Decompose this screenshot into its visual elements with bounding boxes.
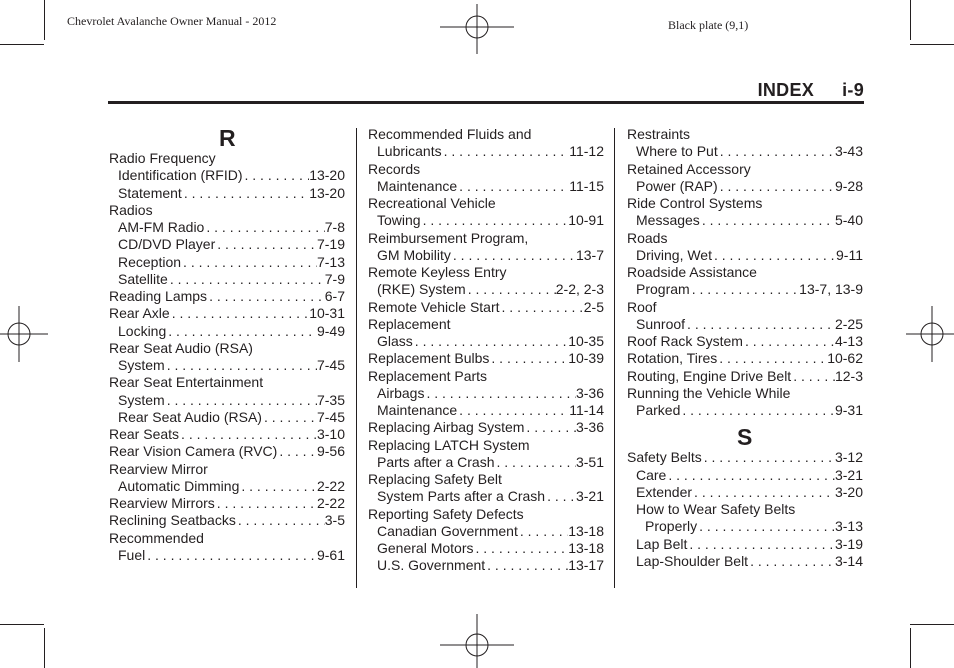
index-entry	[368, 161, 604, 178]
index-entry	[109, 254, 345, 271]
dot-leader	[545, 488, 576, 505]
index-entry	[109, 271, 345, 288]
entry-term: Reception	[118, 253, 182, 270]
dot-leader	[166, 323, 317, 340]
dot-leader	[457, 178, 569, 195]
entry-page-ref: 7-35	[316, 391, 345, 408]
entry-term: Replacing Airbag System	[368, 419, 525, 436]
dot-leader	[181, 254, 317, 271]
index-entries	[627, 126, 863, 419]
entry-term: Messages	[636, 212, 700, 229]
dot-leader	[485, 557, 568, 574]
crop-mark	[0, 44, 44, 45]
dot-leader	[697, 518, 835, 535]
entry-term: Properly	[645, 518, 698, 535]
section-label: INDEX	[757, 80, 815, 100]
entry-term: Retained Accessory	[627, 160, 751, 177]
index-entry	[368, 299, 604, 316]
index-entries	[627, 449, 863, 570]
entry-term: Roof	[627, 298, 657, 315]
entry-term: Care	[636, 466, 667, 483]
registration-mark-top	[440, 4, 516, 56]
entry-term: Lap-Shoulder Belt	[636, 552, 749, 569]
registration-mark-bottom	[440, 614, 516, 668]
entry-term: Safety Belts	[627, 449, 702, 466]
entry-page-ref: 13-20	[309, 184, 345, 201]
registration-mark-right	[904, 306, 954, 362]
dot-leader	[718, 143, 835, 160]
index-entry	[109, 340, 345, 357]
entry-term: Glass	[377, 333, 413, 349]
dot-leader	[262, 409, 317, 426]
dot-leader	[413, 333, 568, 350]
index-entry	[368, 212, 604, 229]
entry-page-ref: 7-19	[316, 236, 345, 253]
entry-term: Satellite	[118, 270, 168, 287]
entry-term: System	[118, 357, 165, 373]
entry-term: Radios	[109, 201, 153, 218]
index-entry	[627, 501, 863, 518]
column-divider	[356, 128, 357, 588]
entry-term: Rear Vision Camera (RVC)	[109, 443, 278, 460]
entry-page-ref: 13-20	[309, 167, 345, 184]
entry-term: Sunroof	[636, 315, 686, 332]
entry-term: Remote Vehicle Start	[368, 298, 500, 315]
crop-mark	[44, 0, 45, 40]
index-entry	[109, 185, 345, 202]
index-entry	[368, 126, 604, 143]
index-entry	[627, 316, 863, 333]
entry-term: Rear Seat Audio (RSA)	[109, 339, 253, 356]
entry-page-ref: 2-25	[834, 315, 863, 332]
entry-term: Reporting Safety Defects	[368, 505, 524, 522]
index-entry	[627, 467, 863, 484]
index-entry	[627, 333, 863, 350]
crop-mark	[910, 628, 911, 668]
entry-page-ref: 11-12	[569, 143, 604, 160]
index-letter-s: S	[737, 424, 753, 451]
index-entry	[109, 357, 345, 374]
entry-term: Program	[636, 281, 690, 298]
dot-leader	[170, 305, 309, 322]
entry-term: Rear Seat Audio (RSA)	[118, 408, 262, 425]
entry-term: Reading Lamps	[109, 288, 208, 304]
entry-page-ref: 3-13	[834, 518, 863, 535]
index-entry	[109, 392, 345, 409]
index-entry	[627, 449, 863, 466]
entry-term: Replacement	[368, 315, 451, 332]
index-entry	[368, 557, 604, 574]
dot-leader	[239, 478, 317, 495]
entry-term: Maintenance	[377, 402, 458, 418]
crop-mark	[44, 628, 45, 668]
entry-page-ref: 3-19	[834, 535, 863, 552]
index-entry	[368, 419, 604, 436]
index-entry	[109, 305, 345, 322]
entry-term: System Parts after a Crash	[377, 488, 546, 505]
index-entry	[368, 402, 604, 419]
entry-page-ref: 12-3	[834, 367, 863, 384]
entry-term: Reclining Seatbacks	[109, 512, 236, 529]
index-entry	[109, 202, 345, 219]
entry-term: Identification (RFID)	[118, 167, 243, 184]
index-entry	[109, 512, 345, 529]
column-divider	[614, 128, 615, 588]
entry-term: Restraints	[627, 126, 691, 142]
index-entry	[627, 161, 863, 178]
entry-term: Towing	[377, 212, 421, 229]
index-entry	[627, 247, 863, 264]
index-entry	[368, 143, 604, 160]
dot-leader	[524, 419, 576, 436]
entry-page-ref: 9-31	[834, 402, 863, 418]
entry-page-ref: 10-91	[568, 212, 604, 229]
entry-term: Rear Seat Entertainment	[109, 374, 264, 391]
entry-term: Radio Frequency	[109, 150, 216, 166]
entry-page-ref: 3-5	[324, 512, 345, 529]
entry-page-ref: 5-40	[834, 212, 863, 229]
dot-leader	[204, 219, 324, 236]
index-entry	[627, 212, 863, 229]
index-entry	[368, 488, 604, 505]
entry-term: Rotation, Tires	[627, 350, 718, 367]
entry-page-ref: 3-36	[575, 419, 604, 436]
entry-page-ref: 10-62	[827, 350, 863, 367]
dot-leader	[702, 449, 835, 466]
running-header-right: Black plate (9,1)	[668, 18, 749, 32]
dot-leader	[451, 247, 576, 264]
entry-term: Rearview Mirrors	[109, 495, 215, 511]
entry-term: U.S. Government	[377, 557, 486, 574]
entry-term: Canadian Government	[377, 522, 518, 539]
entry-term: How to Wear Safety Belts	[636, 501, 796, 517]
entry-term: Extender	[636, 483, 693, 500]
entry-term: System	[118, 391, 165, 408]
entry-term: GM Mobility	[377, 246, 451, 263]
dot-leader	[424, 385, 576, 402]
running-header-left: Chevrolet Avalanche Owner Manual - 2012	[67, 14, 277, 28]
index-entry	[368, 368, 604, 385]
entry-page-ref: 7-45	[316, 408, 345, 425]
entry-term: Routing, Engine Drive Belt	[627, 367, 792, 384]
index-entry	[109, 167, 345, 184]
entry-term: Ride Control Systems	[627, 195, 763, 211]
index-entry	[368, 333, 604, 350]
entry-page-ref: 3-21	[575, 488, 604, 505]
dot-leader	[168, 271, 325, 288]
entry-term: Roads	[627, 229, 668, 246]
entry-term: Replacing LATCH System	[368, 436, 530, 453]
entry-term: Records	[368, 160, 421, 177]
index-entry	[627, 368, 863, 385]
crop-mark	[0, 624, 44, 625]
entry-page-ref: 4-13	[834, 333, 863, 349]
entry-page-ref: 9-49	[316, 322, 345, 339]
dot-leader	[717, 350, 827, 367]
entry-page-ref: 11-15	[569, 177, 604, 194]
entry-term: Recommended	[109, 529, 204, 546]
crop-mark	[910, 624, 954, 625]
index-entry	[109, 236, 345, 253]
entry-page-ref: 3-14	[834, 552, 863, 569]
dot-leader	[712, 247, 836, 264]
entry-term: (RKE) System	[377, 281, 466, 298]
dot-leader	[466, 281, 556, 298]
index-entry	[627, 350, 863, 367]
entry-page-ref: 11-14	[569, 402, 604, 418]
entry-term: Recreational Vehicle	[368, 195, 496, 211]
index-entry	[109, 288, 345, 305]
index-entry	[627, 126, 863, 143]
entry-term: Replacement Parts	[368, 367, 488, 384]
index-entry	[109, 461, 345, 478]
entry-page-ref: 3-20	[834, 483, 863, 500]
index-entry	[627, 484, 863, 501]
entry-page-ref: 3-21	[834, 466, 863, 483]
entry-term: Lubricants	[377, 143, 442, 160]
dot-leader	[700, 212, 835, 229]
crop-mark	[910, 0, 911, 40]
index-entries	[109, 150, 345, 564]
dot-leader	[687, 536, 835, 553]
index-entry	[627, 385, 863, 402]
entry-page-ref: 13-18	[568, 540, 604, 556]
entry-page-ref: 2-5	[583, 298, 604, 315]
dot-leader	[277, 443, 317, 460]
entry-term: Where to Put	[636, 143, 718, 160]
index-entry	[627, 518, 863, 535]
entry-page-ref: 3-43	[834, 143, 863, 160]
entry-term: Roof Rack System	[627, 333, 743, 349]
entry-term: Maintenance	[377, 177, 458, 194]
entry-term: Parts after a Crash	[377, 453, 495, 470]
index-column-2	[368, 126, 604, 575]
entry-term: Fuel	[118, 546, 146, 563]
index-entry	[109, 530, 345, 547]
dot-leader	[473, 540, 568, 557]
index-entry	[627, 281, 863, 298]
entry-page-ref: 9-28	[834, 177, 863, 194]
entry-page-ref: 3-36	[575, 384, 604, 401]
dot-leader	[165, 392, 317, 409]
entry-term: Remote Keyless Entry	[368, 264, 507, 280]
index-column-3	[627, 126, 863, 570]
entry-page-ref: 3-10	[316, 426, 345, 442]
entry-term: Rear Axle	[109, 305, 170, 322]
index-entry	[368, 506, 604, 523]
entry-page-ref: 10-39	[568, 350, 604, 367]
page-number: i-9	[842, 80, 864, 100]
index-entry	[368, 264, 604, 281]
entry-term: Lap Belt	[636, 535, 688, 552]
entry-term: Running the Vehicle While	[627, 384, 791, 401]
page-title	[758, 80, 864, 101]
dot-leader	[421, 212, 569, 229]
dot-leader	[442, 143, 570, 160]
index-entry	[109, 323, 345, 340]
index-entry	[627, 230, 863, 247]
entry-page-ref: 2-22	[316, 495, 345, 511]
index-entry	[109, 219, 345, 236]
entry-page-ref: 13-18	[568, 522, 604, 539]
dot-leader	[457, 402, 569, 419]
entry-term: CD/DVD Player	[118, 236, 216, 253]
index-entry	[368, 230, 604, 247]
index-entry	[368, 454, 604, 471]
entry-page-ref: 7-8	[324, 219, 345, 235]
entry-term: Locking	[118, 322, 167, 339]
entry-term: General Motors	[377, 540, 474, 556]
entry-page-ref: 10-31	[309, 305, 345, 322]
entry-term: Reimbursement Program,	[368, 229, 529, 246]
entry-term: Parked	[636, 402, 681, 418]
index-entry	[109, 495, 345, 512]
dot-leader	[791, 368, 835, 385]
index-entry	[368, 247, 604, 264]
entry-page-ref: 3-12	[834, 449, 863, 466]
index-entry	[627, 143, 863, 160]
entry-page-ref: 2-2, 2-3	[555, 281, 604, 298]
index-entry	[627, 178, 863, 195]
entry-page-ref: 9-11	[836, 246, 863, 263]
index-entry	[109, 409, 345, 426]
entry-page-ref: 6-7	[324, 288, 345, 304]
dot-leader	[500, 299, 584, 316]
registration-mark-left	[0, 306, 50, 362]
title-rule	[108, 101, 864, 104]
dot-leader	[685, 316, 835, 333]
dot-leader	[145, 547, 317, 564]
dot-leader	[165, 357, 317, 374]
dot-leader	[690, 281, 799, 298]
index-entry	[368, 471, 604, 488]
index-entry	[627, 553, 863, 570]
dot-leader	[207, 288, 325, 305]
entry-term: Power (RAP)	[636, 177, 718, 194]
index-column-1	[109, 126, 345, 564]
entry-term: Roadside Assistance	[627, 264, 757, 280]
index-entry	[109, 426, 345, 443]
crop-mark	[910, 44, 954, 45]
entry-page-ref: 2-22	[316, 477, 345, 494]
entry-page-ref: 13-7, 13-9	[799, 281, 863, 298]
entry-term: Driving, Wet	[636, 246, 712, 263]
entry-term: AM-FM Radio	[118, 219, 205, 235]
entry-term: Rearview Mirror	[109, 460, 208, 477]
entry-page-ref: 13-17	[568, 557, 604, 574]
entry-page-ref: 7-13	[316, 253, 345, 270]
index-entry	[109, 150, 345, 167]
index-entry	[368, 195, 604, 212]
entry-term: Airbags	[377, 384, 425, 401]
entry-term: Replacing Safety Belt	[368, 471, 502, 487]
dot-leader	[518, 523, 568, 540]
dot-leader	[680, 402, 835, 419]
index-entry	[368, 385, 604, 402]
dot-leader	[748, 553, 835, 570]
dot-leader	[236, 512, 325, 529]
index-entry	[109, 374, 345, 391]
entry-term: Recommended Fluids and	[368, 126, 532, 142]
entry-page-ref: 7-45	[316, 357, 345, 373]
dot-leader	[489, 350, 568, 367]
dot-leader	[179, 426, 317, 443]
dot-leader	[495, 454, 576, 471]
dot-leader	[743, 333, 835, 350]
index-entry	[368, 540, 604, 557]
index-entry	[368, 316, 604, 333]
entry-term: Statement	[118, 184, 182, 201]
index-entry	[627, 299, 863, 316]
entry-term: Automatic Dimming	[118, 477, 240, 494]
entry-page-ref: 9-56	[316, 443, 345, 460]
dot-leader	[692, 484, 835, 501]
index-entries	[368, 126, 604, 575]
dot-leader	[718, 178, 835, 195]
index-entry	[627, 536, 863, 553]
entry-term: Replacement Bulbs	[368, 350, 490, 367]
index-entry	[109, 547, 345, 564]
entry-page-ref: 3-51	[575, 453, 604, 470]
index-entry	[627, 264, 863, 281]
entry-page-ref: 10-35	[568, 333, 604, 349]
dot-leader	[182, 185, 309, 202]
entry-term: Rear Seats	[109, 426, 180, 442]
dot-leader	[666, 467, 835, 484]
index-entry	[627, 402, 863, 419]
index-letter-r: R	[219, 125, 236, 151]
index-entry	[368, 523, 604, 540]
index-entry	[627, 195, 863, 212]
index-entry	[368, 178, 604, 195]
entry-page-ref: 13-7	[575, 246, 604, 263]
index-entry	[109, 443, 345, 460]
dot-leader	[215, 495, 317, 512]
entry-page-ref: 7-9	[324, 270, 345, 287]
dot-leader	[215, 236, 317, 253]
dot-leader	[242, 167, 309, 184]
index-entry	[109, 478, 345, 495]
index-entry	[368, 437, 604, 454]
entry-page-ref: 9-61	[316, 546, 345, 563]
index-entry	[368, 281, 604, 298]
index-entry	[368, 350, 604, 367]
